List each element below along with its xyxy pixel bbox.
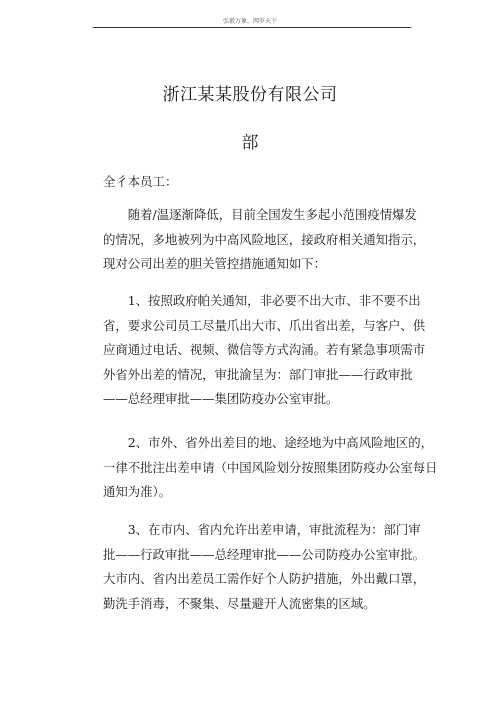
item-3-line: 3、在市内、省内允许出差申请，审批流程为：部门审 bbox=[103, 522, 421, 537]
item-3-paragraph bbox=[103, 518, 426, 616]
item-1-paragraph bbox=[103, 289, 426, 412]
item-1-line: 1、按照政府帕关通知，非必要不出大市、非不要不出 bbox=[103, 293, 421, 308]
greeting: 全彳本员工： bbox=[103, 174, 178, 189]
header-tagline: 弘毅万象，网罗天下 bbox=[222, 18, 277, 25]
item-2-line: 通知为准）。 bbox=[103, 484, 172, 499]
item-3-line: 批——行政审批——总经理审批——公司防疫办公室审批。 bbox=[103, 546, 426, 562]
department-title: 部 bbox=[241, 133, 259, 153]
item-2-line: 一律不批注出差申请（中国风险划分按照集团防疫办公室每日 bbox=[103, 459, 438, 475]
header-divider bbox=[93, 27, 411, 28]
item-2-paragraph bbox=[103, 431, 438, 505]
item-1-line: 外省外出差的情况，审批渝呈为：部门审批——行政审批 bbox=[103, 366, 413, 382]
company-title: 浙江某某股份有限公司 bbox=[162, 85, 338, 105]
intro-paragraph bbox=[103, 203, 426, 277]
intro-line: 随着/温逐渐降低，目前全国发生多起小范围疫情爆发 bbox=[103, 207, 417, 222]
item-1-line: ——总经理审批——集团防疫办公室审批。 bbox=[103, 391, 339, 406]
item-1-line: 应商通过电话、视频、微信等方式沟涌。若有紧急事项需市 bbox=[103, 342, 426, 357]
intro-line: 的情况，多地被列为中高风险地区，接政府相关通知指示， bbox=[103, 231, 426, 247]
intro-line: 现对公司出差的胆关管控措施通知如下： bbox=[103, 256, 327, 271]
item-2-line: 2、市外、省外出差目的地、途经地为中高风险地区的， bbox=[103, 435, 434, 450]
item-1-line: 省，要求公司员工尽量爪出大市、爪出省出差，与客户、供 bbox=[103, 317, 426, 333]
item-3-line: 大市内、省内出差员工需作好个人防护措施，外出戴口罩， bbox=[103, 571, 426, 586]
item-3-line: 勤洗手消毒，不聚集、尽量避开人流密集的区域。 bbox=[103, 595, 376, 611]
